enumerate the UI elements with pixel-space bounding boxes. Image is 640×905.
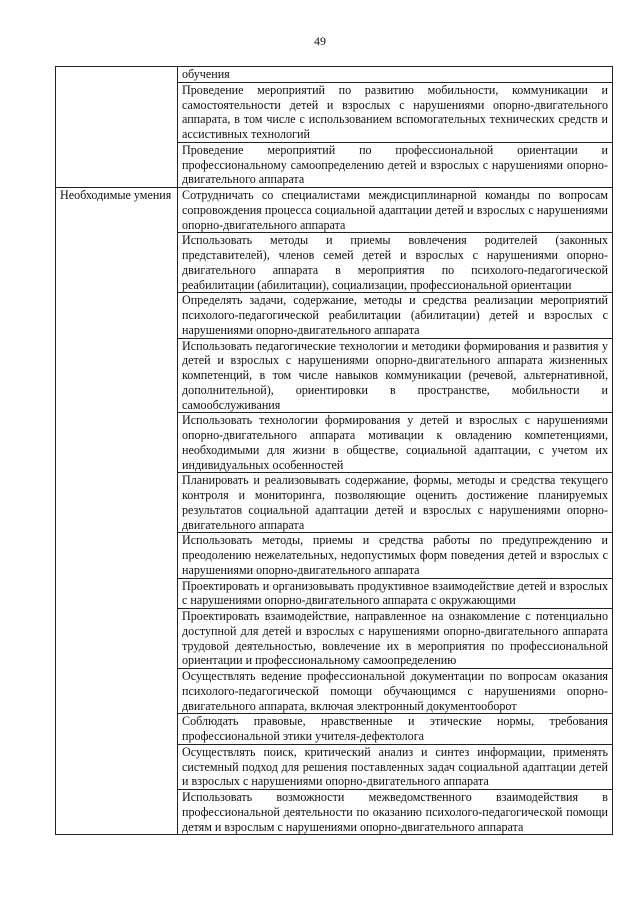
requirement-text: Соблюдать правовые, нравственные и этические нормы, требования профессиональной этики учителя-дефектолога [182,714,608,743]
table-cell [178,82,613,142]
requirement-text: Осуществлять ведение профессиональной документации по вопросам оказания психолого-педагогической помощи обучающимся с нарушениями опорно-двигательного аппарата, включая электронный документооборот [182,669,608,713]
table-cell [178,744,613,789]
table-row [56,188,613,233]
requirement-text: Проектировать и организовывать продуктивное взаимодействие детей и взрослых с нарушениями опорно-двигательного аппарата с окружающими [182,578,608,608]
requirement-text: Использовать возможности межведомственного взаимодействия в профессиональной деятельности по оказанию психолого-педагогической помощи детям и взрослым с нарушениями опорно-двигательного аппарата [182,790,608,834]
requirement-text: Проектировать взаимодействие, направленное на ознакомление с потенциально доступной для детей и взрослых с нарушениями опорно-двигательного аппарата трудовой деятельностью, вовлечение их в мероприятия по профессиональной ориентации и профессиональному самоопределению [182,609,608,668]
table-cell [178,188,613,233]
table-cell [178,714,613,745]
table-cell [178,790,613,835]
table-cell [178,233,613,293]
table-cell [178,142,613,187]
table-cell [178,67,613,83]
requirement-text: Определять задачи, содержание, методы и средства реализации мероприятий психолого-педагогической реабилитации (абилитации) детей и взрослых с нарушениями опорно-двигательного аппарата [182,293,608,337]
requirement-text: Использовать технологии формирования у детей и взрослых с нарушениями опорно-двигательного аппарата мотивации к овладению компетенциями, необходимыми для жизни в обществе, социальной адаптации, с учетом их индивидуальных особенностей [182,413,608,472]
section-heading-cell [56,188,178,835]
section-heading: Необходимые умения [60,188,172,202]
section-heading-cell [56,67,178,188]
table-cell [178,669,613,714]
table-cell [178,473,613,533]
page-number: 49 [314,34,326,48]
requirement-text: Использовать методы, приемы и средства работы по предупреждению и преодолению нежелательных, недопустимых форм поведения детей и взрослых с нарушениями опорно-двигательного аппарата [182,533,608,577]
requirement-text: Сотрудничать со специалистами междисциплинарной команды по вопросам сопровождения процесса социальной адаптации детей и взрослых с нарушениями опорно-двигательного аппарата [182,188,608,232]
requirement-text: Проведение мероприятий по развитию мобильности, коммуникации и самостоятельности детей и взрослых с нарушениями опорно-двигательного аппарата, в том числе с использованием вспомогательных технических средств и ассистивных технологий [182,82,608,141]
requirements-table [55,66,613,835]
requirement-text: Планировать и реализовывать содержание, формы, методы и средства текущего контроля и мониторинга, позволяющие оценить достижение планируемых результатов социальной адаптации детей и взрослых с нарушениями опорно-двигательного аппарата [182,473,608,532]
requirement-text: Осуществлять поиск, критический анализ и синтез информации, применять системный подход для решения поставленных задач социальной адаптации детей и взрослых с нарушениями опорно-двигательного аппарата [182,744,608,789]
table-cell [178,533,613,578]
table-cell [178,293,613,338]
table-cell [178,609,613,669]
table-cell [178,413,613,473]
requirement-text: обучения [182,67,230,81]
requirement-text: Проведение мероприятий по профессиональной ориентации и профессиональному самоопределению детей и взрослых с нарушениями опорно-двигательного аппарата [182,142,608,187]
table-cell [178,578,613,609]
requirement-text: Использовать методы и приемы вовлечения родителей (законных представителей), членов семей детей и взрослых с нарушениями опорно-двигательного аппарата в мероприятия по психолого-педагогической реабилитации (абилитации), социализации, профессиональной ориентации [182,233,608,292]
table-row [56,67,613,83]
table-cell [178,338,613,413]
requirement-text: Использовать педагогические технологии и методики формирования и развития у детей и взрослых с нарушениями опорно-двигательного аппарата жизненных компетенций, в том числе навыков коммуникации (речевой, альтернативной, дополнительной), ориентировки в пространстве, мобильности и самообслуживания [182,338,608,412]
